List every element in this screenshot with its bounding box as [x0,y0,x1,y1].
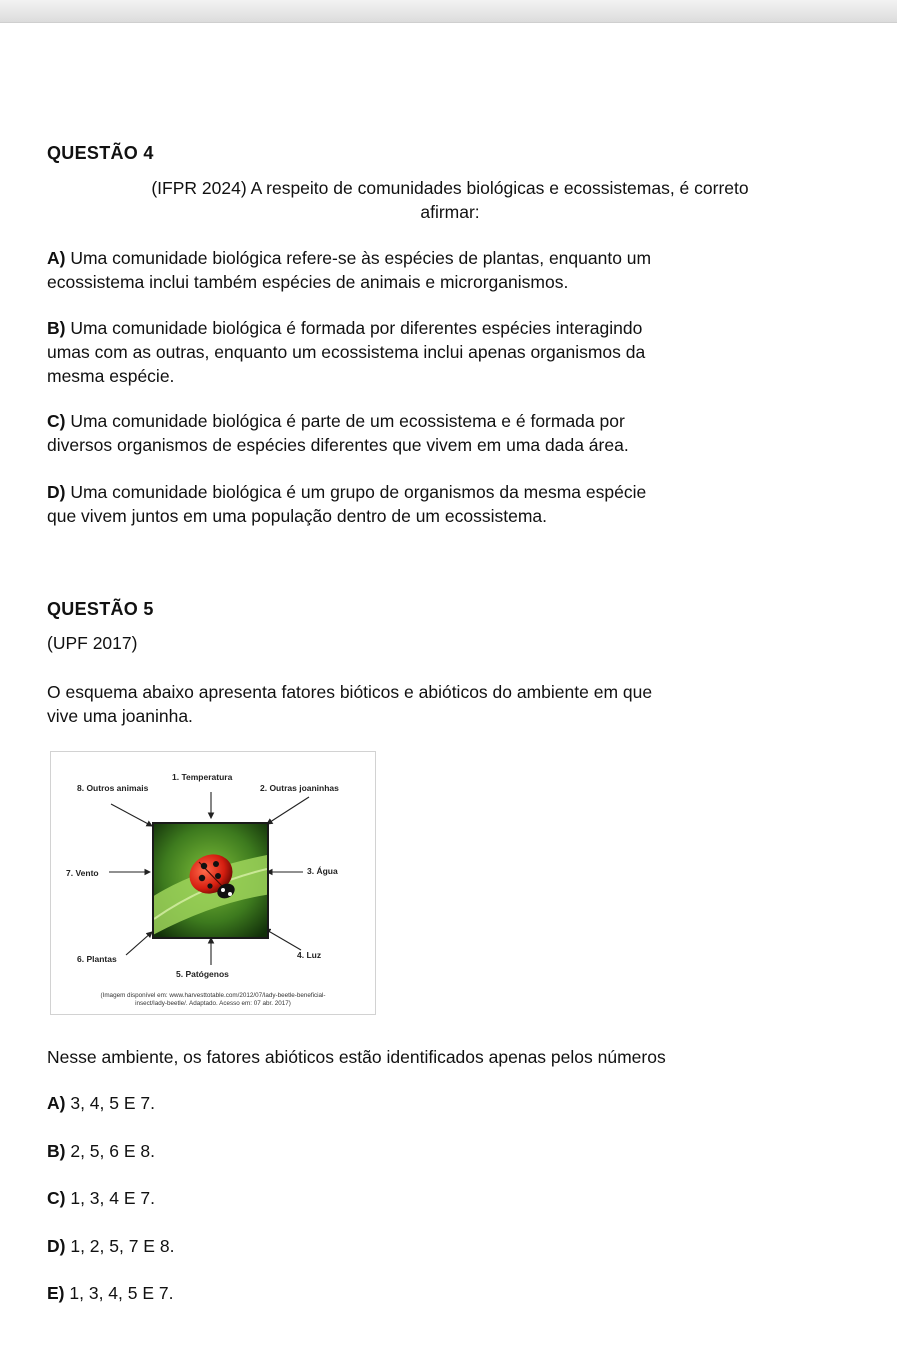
option-letter: B) [47,318,66,338]
arrow-plantas [126,932,152,955]
option-text: 1, 2, 5, 7 E 8. [70,1236,175,1256]
option-letter: B) [47,1141,66,1161]
option-text: 3, 4, 5 E 7. [70,1093,155,1113]
option-text: ecossistema inclui também espécies de animais e microrganismos. [47,272,569,292]
label-agua: 3. Água [307,866,338,876]
option-text: 1, 3, 4 E 7. [70,1188,155,1208]
question-5-source: (UPF 2017) [47,633,138,653]
figure-credit [51,992,375,1008]
label-vento: 7. Vento [66,868,99,878]
ladybug-photo [152,822,269,939]
option-letter: A) [47,248,66,268]
question-5-intro [47,680,652,728]
intro-line: afirmar: [420,202,480,222]
option-text: Uma comunidade biológica é parte de um ecossistema e é formada por [70,411,625,431]
option-text: que vivem juntos em uma população dentro de um ecossistema. [47,506,547,526]
q5-option-e[interactable] [47,1281,173,1305]
option-text: 1, 3, 4, 5 E 7. [69,1283,174,1303]
option-text: 2, 5, 6 E 8. [70,1141,155,1161]
arrow-outras-joaninhas [267,797,309,824]
arrow-outros-animais [111,804,152,826]
q5-option-b[interactable] [47,1139,155,1163]
q5-option-c[interactable] [47,1186,155,1210]
label-patogenos: 5. Patógenos [176,969,229,979]
q4-option-d[interactable] [47,480,646,528]
intro-line: vive uma joaninha. [47,706,193,726]
intro-line: (IFPR 2024) A respeito de comunidades biológicas e ecossistemas, é correto [151,178,749,198]
option-letter: D) [47,1236,66,1256]
option-letter: C) [47,1188,66,1208]
question-5-heading: QUESTÃO 5 [47,599,154,619]
option-letter: A) [47,1093,66,1113]
q4-option-a[interactable] [47,246,651,294]
option-letter: D) [47,482,66,502]
arrow-luz [265,929,301,950]
credit-line: insect/lady-beetle/. Adaptado. Acesso em: 07 abr. 2017) [135,1000,291,1007]
ladybug-diagram [50,751,376,1015]
option-letter: C) [47,411,66,431]
question-4-heading: QUESTÃO 4 [47,143,154,163]
q5-option-d[interactable] [47,1234,174,1258]
browser-top-bar [0,0,897,23]
option-letter: E) [47,1283,65,1303]
label-temperatura: 1. Temperatura [172,772,233,782]
option-text: Uma comunidade biológica refere-se às espécies de plantas, enquanto um [70,248,652,268]
option-text: umas com as outras, enquanto um ecossistema inclui apenas organismos da [47,342,646,362]
label-plantas: 6. Plantas [77,954,117,964]
label-outros-animais: 8. Outros animais [77,783,149,793]
label-outras-joaninhas: 2. Outras joaninhas [260,783,339,793]
option-text: Uma comunidade biológica é formada por diferentes espécies interagindo [70,318,643,338]
option-text: mesma espécie. [47,366,175,386]
option-text: Uma comunidade biológica é um grupo de organismos da mesma espécie [70,482,647,502]
credit-line: (Imagem disponível em: www.harvesttotable.com/2012/07/lady-beetle-beneficial- [100,992,326,999]
intro-line: O esquema abaixo apresenta fatores bióticos e abióticos do ambiente em que [47,682,653,702]
q4-option-c[interactable] [47,409,629,457]
option-text: diversos organismos de espécies diferentes que vivem em uma dada área. [47,435,629,455]
question-5-stem: Nesse ambiente, os fatores abióticos estão identificados apenas pelos números [47,1047,666,1067]
question-4-intro [40,176,860,224]
q5-option-a[interactable] [47,1091,155,1115]
q4-option-b[interactable] [47,316,645,388]
label-luz: 4. Luz [297,950,322,960]
